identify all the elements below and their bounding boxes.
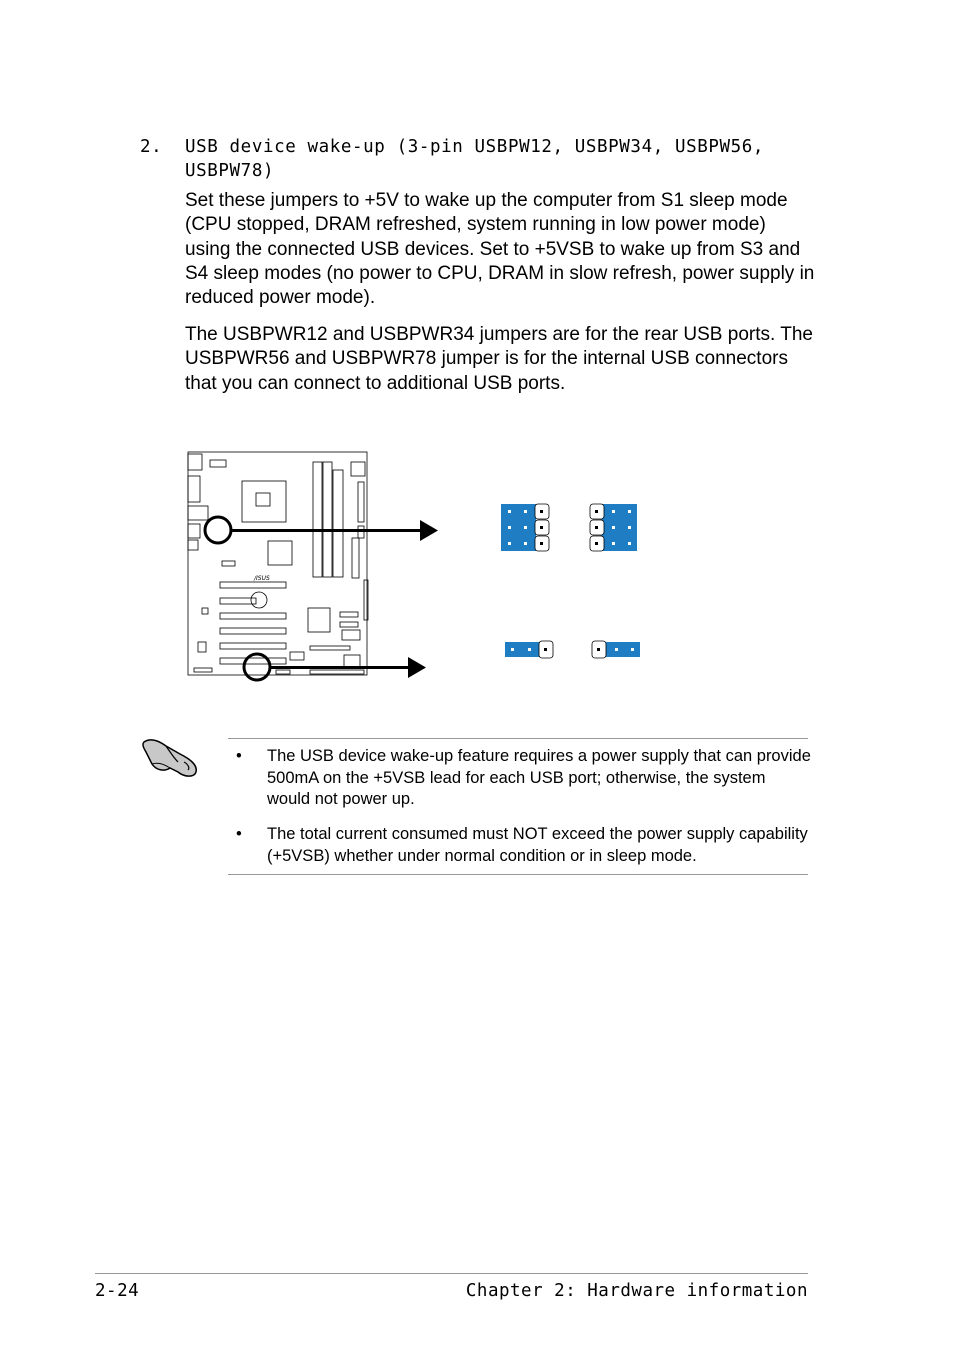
note-bottom-rule: [228, 874, 808, 875]
footer-rule: [95, 1273, 808, 1274]
motherboard-layout: [188, 452, 368, 675]
usb-wakeup-jumper-diagram: [180, 440, 660, 690]
section-title: USB device wake-up (3-pin USBPW12, USBPW34, USBPW56, USBPW78): [185, 137, 765, 181]
arrow-to-rear-jumpers: [230, 520, 438, 541]
jumper-3x3-right-open: [501, 504, 549, 551]
bullet-dot: •: [236, 747, 242, 765]
jumper-1x3-left-open: [592, 641, 640, 658]
bullet-dot: •: [236, 825, 242, 843]
page-number: 2-24: [95, 1281, 140, 1301]
note-bullet-text: The total current consumed must NOT exceed the power supply capability (+5VSB) whether under normal condition or in sleep mode.: [267, 825, 808, 865]
chapter-title: Chapter 2: Hardware information: [465, 1281, 808, 1301]
paragraph-sleep-modes: Set these jumpers to +5V to wake up the computer from S1 sleep mode (CPU stopped, DRAM refreshed, system running in low power mode) using the connected USB devices. Set to +5VSB to wake up from S3 and S4 sleep modes (no power to CPU, DRAM in slow refresh, power supply in reduced power mode).: [185, 190, 815, 309]
hand-note-icon: [140, 732, 202, 780]
note-top-rule: [228, 738, 808, 739]
note-bullet-text: The USB device wake-up feature requires a power supply that can provide 500mA on the +5VSB lead for each USB port; otherwise, the system would not power up.: [267, 747, 811, 808]
section-number: 2.: [140, 137, 163, 157]
paragraph-jumper-ports: The USBPWR12 and USBPWR34 jumpers are for the rear USB ports. The USBPWR56 and USBPWR78 jumper is for the internal USB connectors that you can connect to additional USB ports.: [185, 324, 813, 394]
usbpw12-34-location-circle: [205, 517, 231, 543]
jumper-3x3-left-open: [590, 504, 637, 551]
jumper-1x3-right-open: [505, 641, 553, 658]
motherboard-logo: /ISUS: [254, 575, 270, 582]
